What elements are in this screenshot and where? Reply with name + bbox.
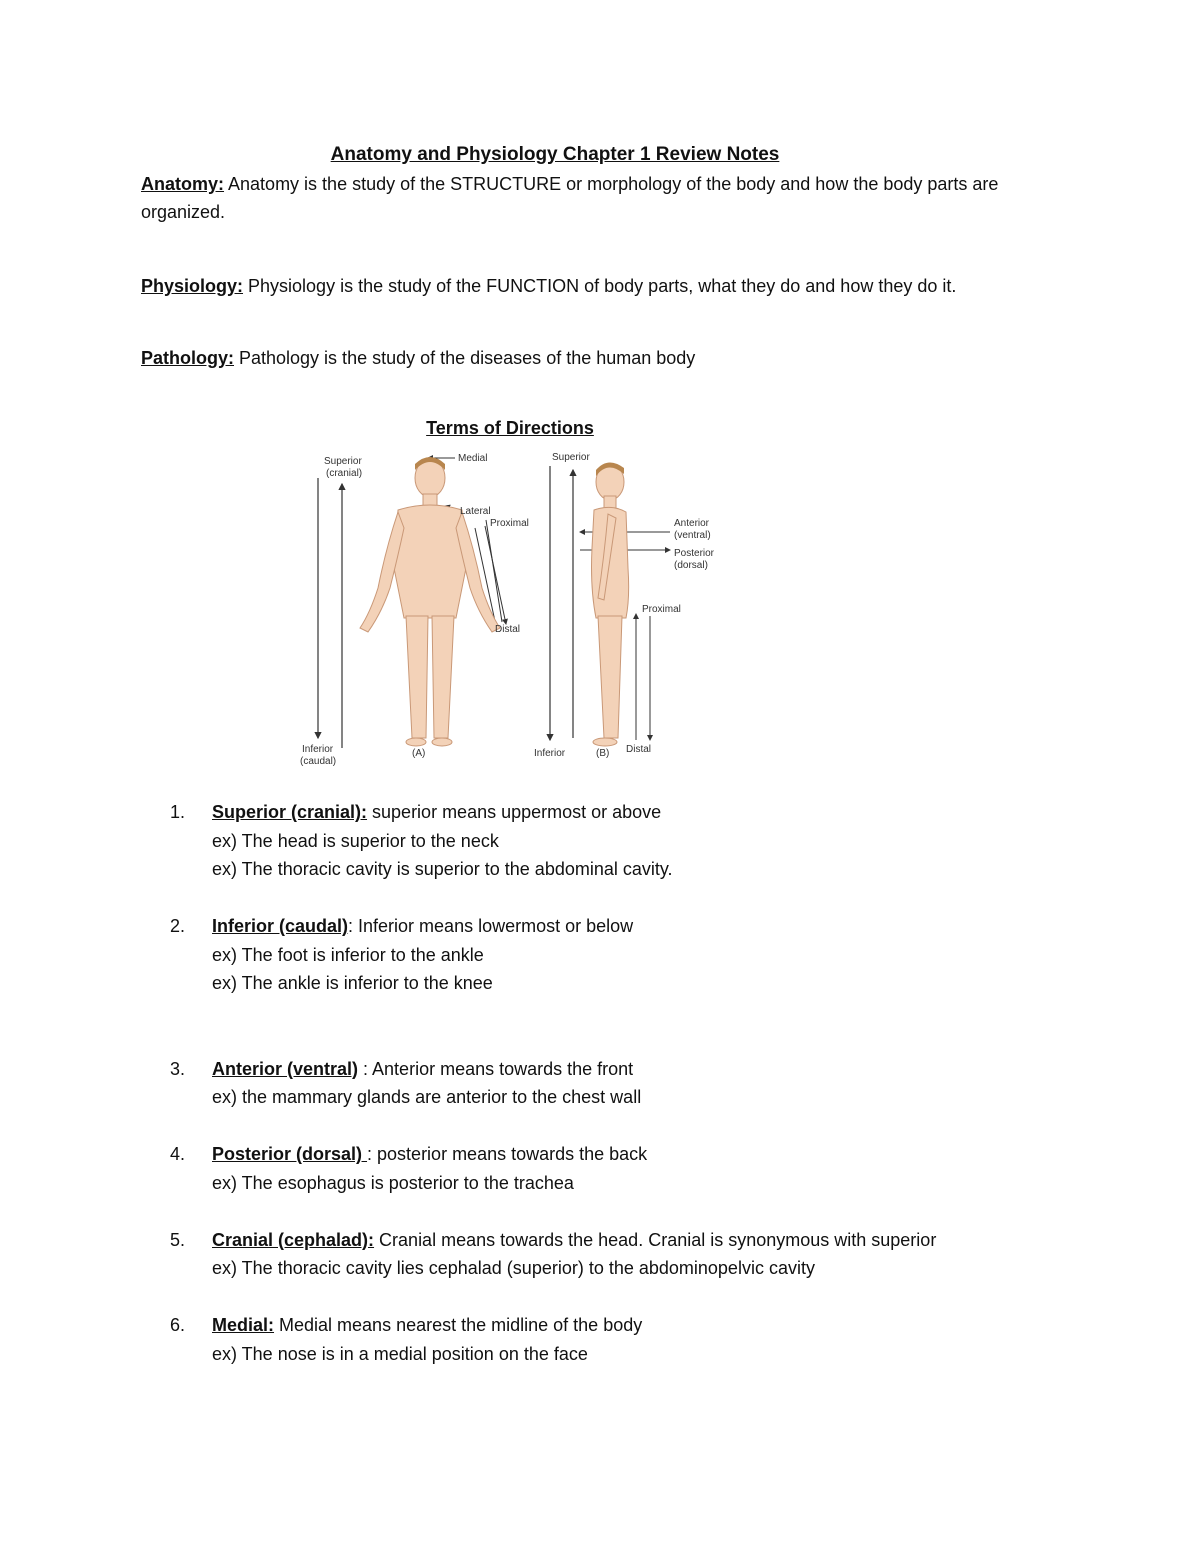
label-lateral: Lateral (460, 506, 491, 517)
term-example: ex) The thoracic cavity lies cephalad (superior) to the abdominopelvic cavity (212, 1258, 815, 1278)
page-title: Anatomy and Physiology Chapter 1 Review Notes (330, 144, 780, 165)
term-label: Anterior (ventral) (212, 1058, 359, 1079)
list-item (170, 1055, 1070, 1112)
anatomy-diagram (290, 448, 715, 778)
definition-text: Pathology is the study of the diseases of the human body (234, 348, 696, 368)
term-example: ex) The nose is in a medial position on the face (212, 1343, 588, 1364)
term-example: ex) The thoracic cavity is superior to the abdominal cavity. (212, 859, 673, 879)
definition-text: Physiology is the study of the FUNCTION of body parts, what they do and how they do it. (243, 276, 957, 296)
list-item (170, 1140, 1070, 1197)
label-proximal-a: Proximal (490, 518, 529, 529)
term-example: ex) the mammary glands are anterior to the chest wall (212, 1087, 642, 1107)
term-definition: : posterior means towards the back (367, 1144, 648, 1164)
term-example: ex) The head is superior to the neck (212, 830, 499, 851)
term-label: Medial: (212, 1315, 275, 1335)
term-definition: Medial means nearest the midline of the body (274, 1315, 643, 1335)
label-distal-b: Distal (626, 744, 652, 755)
label-superior-b: Superior (552, 452, 590, 463)
definition-physiology (141, 272, 1061, 300)
term-example: ex) The ankle is inferior to the knee (212, 973, 493, 993)
term-label: Cranial (cephalad): (212, 1229, 375, 1250)
term-example: ex) The foot is inferior to the ankle (212, 944, 484, 965)
label-caudal: (caudal) (300, 756, 337, 767)
term-label: Posterior (dorsal) (212, 1144, 368, 1164)
definition-pathology (141, 344, 1061, 372)
label-inferior-b: Inferior (534, 748, 566, 759)
list-number: 1. (170, 802, 186, 822)
term-label: Superior (cranial): (212, 802, 368, 822)
label-cranial: (cranial) (326, 468, 363, 479)
label-proximal-b: Proximal (642, 604, 681, 615)
directional-terms-figure (290, 448, 715, 778)
label-distal-a: Distal (495, 624, 521, 635)
label-posterior: Posterior (674, 548, 715, 559)
definition-term: Physiology: (141, 276, 244, 296)
list-item (170, 1226, 1070, 1283)
list-number: 4. (170, 1144, 186, 1164)
term-label: Inferior (caudal) (212, 916, 349, 936)
list-number: 6. (170, 1315, 186, 1335)
label-medial: Medial (458, 453, 488, 464)
list-item (170, 798, 1070, 884)
term-definition: superior means uppermost or above (367, 802, 662, 822)
term-example: ex) The esophagus is posterior to the trachea (212, 1172, 574, 1193)
term-definition: : Anterior means towards the front (358, 1058, 634, 1079)
label-panel-a: (A) (412, 748, 426, 759)
figure-title: Terms of Directions (426, 418, 594, 438)
list-item (170, 912, 1070, 998)
definition-text: Anatomy is the study of the STRUCTURE or morphology of the body and how the body parts are organized. (141, 174, 999, 222)
list-number: 2. (170, 916, 186, 936)
side-body-figure (592, 464, 629, 746)
label-panel-b: (B) (596, 748, 610, 759)
label-anterior: Anterior (674, 518, 710, 529)
definition-term: Anatomy: (141, 174, 225, 194)
term-definition: Cranial means towards the head. Cranial is synonymous with superior (374, 1229, 937, 1250)
definition-term: Pathology: (141, 348, 234, 368)
label-ventral: (ventral) (674, 530, 711, 541)
directional-terms-list (170, 798, 1070, 1397)
label-inferior: Inferior (302, 744, 334, 755)
list-item (170, 1311, 1070, 1368)
label-superior: Superior (324, 456, 362, 467)
list-number: 3. (170, 1058, 186, 1079)
list-number: 5. (170, 1229, 186, 1250)
definition-anatomy (141, 170, 1061, 226)
label-dorsal: (dorsal) (674, 560, 708, 571)
term-definition: : Inferior means lowermost or below (348, 916, 634, 936)
front-body-figure (360, 459, 500, 746)
